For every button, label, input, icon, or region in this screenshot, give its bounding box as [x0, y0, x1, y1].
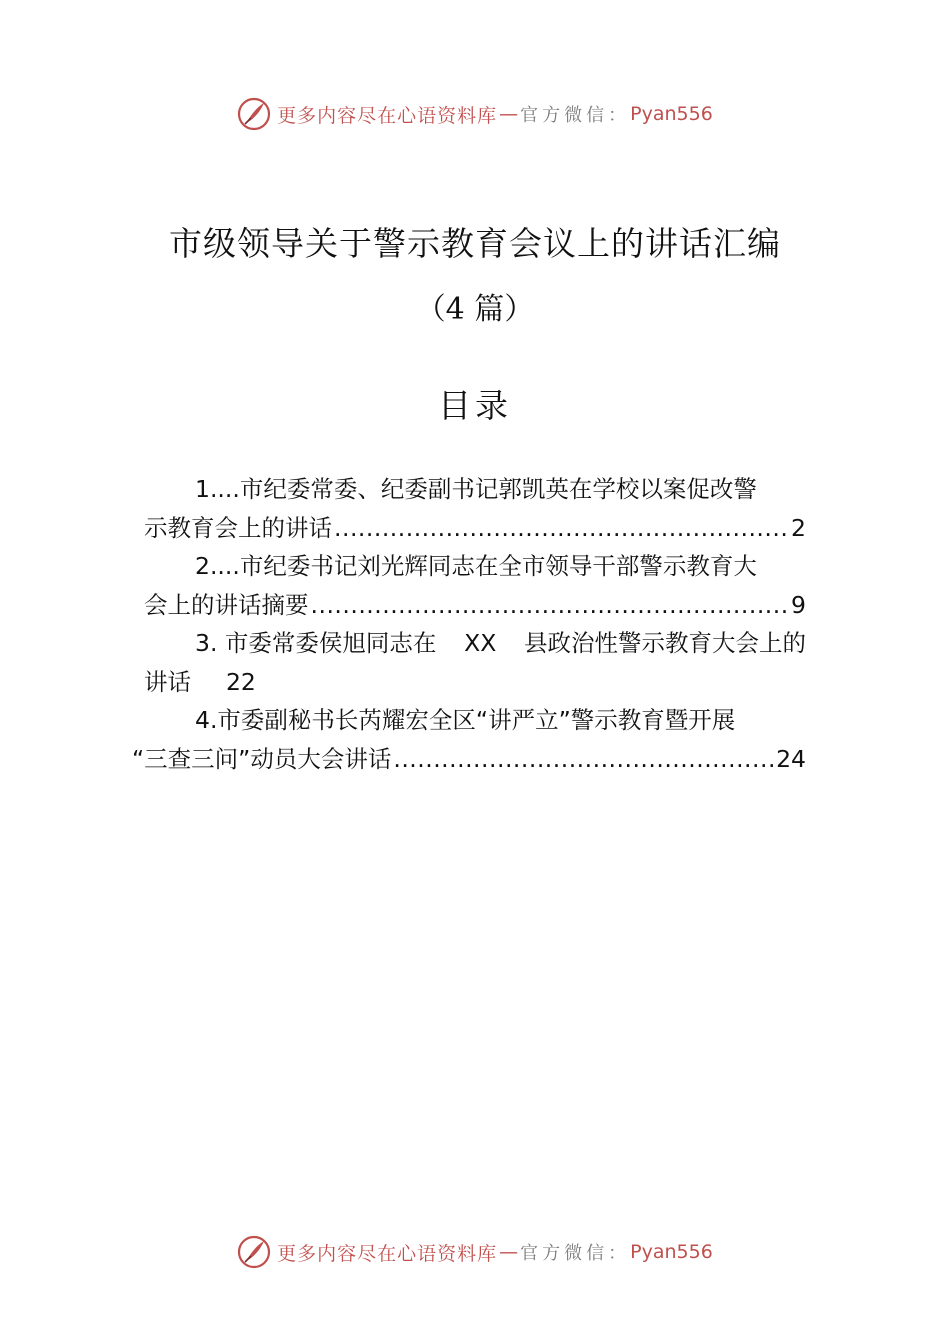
document-subtitle: （4 篇）: [415, 292, 535, 327]
feather-pen-logo-icon: [237, 1235, 271, 1269]
toc-item-4-text: “三查三问”动员大会讲话: [132, 744, 392, 773]
header-banner: [0, 92, 950, 136]
banner-wechat-id: Pyan556: [630, 103, 713, 125]
toc-item-3-text-c: 县政治性警示教育大会上的: [523, 629, 806, 657]
banner-wechat-label: 官方微信：: [520, 105, 631, 126]
toc-item-3-page: 22: [225, 667, 256, 696]
toc-item-3-line-2[interactable]: [144, 663, 806, 702]
toc-item-2-line-1[interactable]: 2....市纪委书记刘光辉同志在全市领导干部警示教育大: [195, 552, 757, 580]
document-title: 市级领导关于警示教育会议上的讲话汇编: [169, 224, 781, 263]
toc-item-3-text: 讲话: [144, 667, 191, 696]
table-of-contents: [132, 470, 806, 778]
footer-banner: [0, 1230, 950, 1274]
banner-wechat-label: 官方微信：: [520, 1243, 631, 1264]
toc-leader-dots: [311, 586, 790, 625]
toc-item-2-line-2[interactable]: [144, 586, 806, 625]
toc-item-1-page: 2: [791, 513, 806, 542]
toc-item-3-text-a: 3. 市委常委侯旭同志在: [195, 629, 437, 657]
toc-item-3-text-b: XX: [464, 629, 497, 657]
toc-item-1-line-1[interactable]: 1....市纪委常委、纪委副书记郭凯英在学校以案促改警: [195, 475, 757, 503]
toc-item-4-line-1[interactable]: 4.市委副秘书长芮耀宏全区“讲严立”警示教育暨开展: [195, 706, 736, 734]
toc-item-4-line-2[interactable]: [132, 740, 806, 779]
banner-main-text: 更多内容尽在心语资料库: [277, 104, 498, 127]
banner-main-text: 更多内容尽在心语资料库: [277, 1242, 498, 1265]
toc-item-1-text: 示教育会上的讲话: [144, 513, 332, 542]
toc-heading: 目录: [438, 386, 512, 425]
toc-item-3-line-1[interactable]: [144, 624, 806, 663]
feather-pen-logo-icon: [237, 97, 271, 131]
toc-leader-dots: [393, 740, 774, 779]
toc-item-2-page: 9: [791, 590, 806, 619]
toc-item-2-text: 会上的讲话摘要: [144, 590, 309, 619]
banner-wechat-id: Pyan556: [630, 1241, 713, 1263]
banner-dash: —: [499, 1241, 519, 1263]
toc-item-4-page: 24: [776, 744, 806, 773]
toc-leader-dots: [334, 509, 789, 548]
banner-dash: —: [499, 103, 519, 125]
toc-item-1-line-2[interactable]: [144, 509, 806, 548]
